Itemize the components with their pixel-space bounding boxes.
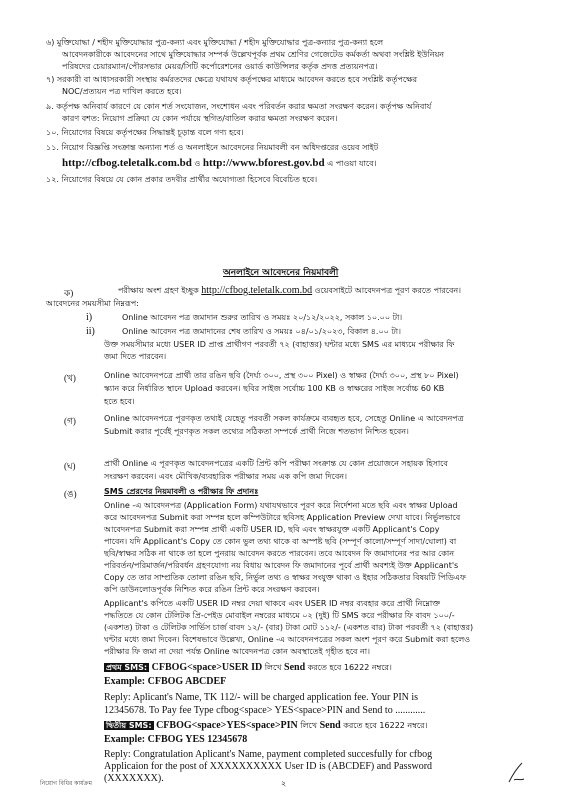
item-10: ১০. নিয়োগের বিষয়ে কর্তৃপক্ষের সিদ্ধান্তই চূড়ান্ত বলে গণ্য হবে। [46, 128, 244, 137]
item-ka-line-1 [118, 285, 461, 297]
first-sms-label: প্রথম SMS: [106, 663, 148, 672]
second-sms-label: দ্বিতীয় SMS: [106, 721, 152, 730]
item-gha-line-1: প্রার্থী Online এ পূরণকৃত আবেদনপত্রের একটি প্রিন্ট কপি পরীক্ষা সংক্রান্ত যে কোন প্রয়োজনে সহায়ক হিসাবে [104, 459, 448, 468]
para-1-line-4: পাবেন। যদি Applicant's Copy তে কোন ভুল তথ্য থাকে বা অস্পষ্ট ছবি (সম্পূর্ণ কালো/সম্পূর্ণ সাদা/ঘোলা) বা [104, 537, 457, 546]
item-kha-marker: (খ) [64, 373, 76, 383]
para-1-line-3: আবেদনপত্র Submit করা সম্পন্ন প্রার্থী একটি USER ID, ছবি এবং স্বাক্ষরযুক্ত একটি Applicant's Copy [104, 525, 440, 534]
sub-ii-line-2: উক্ত সময়সীমার মধ্যে USER ID প্রাপ্ত প্রার্থীগণ পরবর্তী ৭২ (বাহাত্তর) ঘন্টার মধ্যে SMS এর মাধ্যমে পরীক্ষার ফি [104, 340, 455, 349]
item-7-line-1: ৭) সরকারী বা আধাসরকারী সংস্থায় কর্মরতদের ক্ষেত্রে যথাযথ কর্তৃপক্ষের মাধ্যমে আবেদন করতে হবে সংশ্লিষ্ট কর্তৃপক্ষের [46, 75, 418, 84]
second-reply-line-3: (XXXXXXX). [104, 773, 164, 784]
sms-rules-title: SMS প্রেরণের নিয়মাবলী ও পরীক্ষার ফি প্রদানঃ [104, 487, 259, 496]
second-sms-write: লিখে [300, 721, 318, 730]
page-number: ২ [281, 779, 287, 788]
sub-ii-text: Online আবেদন পত্র জমাদানের শেষ তারিখ ও সময়ঃ ০৪/০১/২০২৩, বিকাল ৪.০০ টা। [122, 327, 401, 336]
bforest-link[interactable]: http://www.bforest.gov.bd [202, 157, 325, 169]
item-kha-line-3: হতে হবে। [104, 397, 135, 406]
para-2-line-3: (একশত) টাকা ও টেলিটক সার্ভিস চার্জ বাবদ ১২/- (বার) টাকা মোট ১১২/- (একশত বার) টাকা পরবর্তী ৭২ (বাহাত্তর) [104, 623, 474, 632]
item-gha-marker: (ঘ) [64, 461, 76, 471]
first-sms-send: Send [284, 662, 306, 673]
second-sms-destination: করতে হবে 16222 নম্বরে। [343, 721, 428, 730]
item-11-line-2 [62, 157, 376, 170]
footer-note: নিয়োগ বিধির কার্যক্রম [40, 780, 92, 787]
first-sms-line [104, 662, 392, 674]
item-kha-line-1: Online আবেদনপত্রে প্রার্থী তার রঙিন ছবি (দৈর্ঘ্য ৩০০, প্রস্থ ৩০০ Pixel) ও স্বাক্ষর (দৈর্ঘ্য ৩০০, প্রস্থ ৮০ Pixel) [104, 371, 459, 380]
sub-ii-marker: ii) [86, 326, 95, 337]
para-1-line-2: করে আবেদনপত্র Submit করা সম্পন্ন হলে কম্পিউটারে ছবিসহ Application Preview দেখা যাবে। নির্ভুলভাবে [104, 513, 461, 522]
item-7-line-2: NOC/প্রত্যয়ন পত্র দাখিল করতে হবে। [62, 87, 182, 96]
para-1-line-8: কপি ডাউনলোডপূর্বক নিশ্চিত করে রঙিন প্রিন্ট করে সংরক্ষণ করবেন। [104, 585, 320, 594]
sub-i-text: Online আবেদন পত্র জমাদান শুরুর তারিখ ও সময়ঃ ২০/১২/২০২২, সকাল ১০.০০ টা। [122, 313, 403, 322]
para-2-line-5: পরীক্ষার ফি জমা না দেয়া পর্যন্ত Online আবেদনপত্র কোন অবস্থাতেই গৃহীত হবে না। [104, 647, 370, 656]
para-2-line-1: Applicant's কপিতে একটি USER ID নম্বর দেয়া থাকবে এবং USER ID নম্বর ব্যবহার করে প্রার্থী নিম্নোক্ত [104, 599, 441, 608]
second-sms-line [104, 720, 427, 732]
item-gha-line-2: সংরক্ষণ করবেন। এবং মৌখিক/ব্যবহারিক পরীক্ষার সময় এক কপি জমা দিবেন। [104, 472, 347, 481]
para-2-line-4: ঘন্টার মধ্যে জমা দিবেন। বিশেষভাবে উল্লেখ্য, Online -এ আবেদনপত্রের সকল অংশ পূরণ করে Submit করা হলেও [104, 635, 471, 644]
first-reply-line-2: 12345678. To Pay fee Type cfbog<space> YES<space>PIN and Send to ............ [104, 705, 426, 716]
first-sms-write: লিখে [264, 663, 282, 672]
item-kha-line-2: স্ক্যান করে নির্ধারিত স্থানে Upload করবেন। ছবির সাইজ সর্বোচ্চ 100 KB ও স্বাক্ষরের সাইজ সর্বোচ্চ 60 KB [104, 384, 445, 393]
apply-link[interactable]: http://cfbog.teletalk.com.bd [201, 285, 313, 296]
item-9-line-1: ৯. কর্তৃপক্ষ অনিবার্য কারণে যে কোন শর্ত সংযোজন, সংশোধন এবং পরিবর্তন করার ক্ষমতা সংরক্ষণ করেন। কর্তৃপক্ষ অনিবার্য [46, 102, 432, 111]
first-reply-line-1: Reply: Aplicant's Name, TK 112/- will be charged application fee. Your PIN is [104, 692, 419, 703]
sub-ii-line-3: জমা দিতে পারবেন। [104, 352, 167, 361]
item-ka-text-b: ওয়েবসাইটে আবেদনপত্র পূরণ করতে পারবেন। [314, 286, 462, 295]
teletalk-link[interactable]: http://cfbog.teletalk.com.bd [62, 157, 192, 169]
item-6-line-3: পরিষদের চেয়ারম্যান/পৌরসভার মেয়র/সিটি কর্পোরেশনের ওয়ার্ড কাউন্সিলর কর্তৃক প্রদত্ত প্রত্যয়নপত্র। [62, 62, 378, 71]
first-sms-code: CFBOG<space>USER ID [151, 662, 263, 673]
para-1-line-1: Online -এ আবেদনপত্র (Application Form) যথাযথভাবে পূরণ করে নির্দেশনা মতে ছবি এবং স্বাক্ষর Upload [104, 501, 458, 510]
para-1-line-6: পরিবর্তন/পরিমার্জন/পরিবর্ধন গ্রহণযোগ্য নয় বিধায় আবেদন ফি জমাদানের পূর্বে প্রার্থী অবশ্যই উক্ত Applicant's [104, 561, 459, 570]
item-11-tail: এ পাওয়া যাবে। [327, 159, 377, 168]
item-ka-text-a: পরীক্ষায় অংশ গ্রহণ ইচ্ছুক [118, 286, 199, 295]
second-sms-example: Example: CFBOG YES 12345678 [104, 734, 248, 745]
item-9-line-2: কারণ বশত: নিয়োগ প্রক্রিয়া যে কোন পর্যায়ে স্থগিত/বাতিল করার ক্ষমতা সংরক্ষণ করেন। [62, 114, 338, 123]
conjunction-text: ও [194, 159, 201, 168]
item-ga-line-1: Online আবেদনপত্রে পূরণকৃত তথ্যই যেহেতু পরবর্তী সকল কার্যক্রমে ব্যবহৃত হবে, সেহেতু Online এ আবেদনপত্র [104, 414, 464, 423]
item-6-line-2: আবেদনকারীকে আবেদনের সাথে মুক্তিযোদ্ধার সম্পর্ক উল্লেখপূর্বক প্রথম শ্রেণির গেজেটেড কর্মকর্তা অথবা সংশ্লিষ্ট ইউনিয়ন [62, 50, 445, 59]
second-reply-line-1: Reply: Congratulation Aplicant's Name, payment completed succesfully for cfbog [104, 749, 433, 760]
item-11-line-1: ১১. নিয়োগ বিজ্ঞপ্তি সংক্রান্ত অন্যান্য শর্ত ও অনলাইনে আবেদনের নিয়মাবলী বন অধিদপ্তরের ওয়েব সাইট [46, 143, 379, 152]
first-sms-destination: করতে হবে 16222 নম্বরে। [307, 663, 392, 672]
para-2-line-2: পদ্ধতিতে যে কোন টেলিটক প্রি-পেইড মোবাইল নম্বরের মাধ্যমে ০২ (দুই) টি SMS করে পরীক্ষার ফি বাবদ ১০০/- [104, 611, 455, 620]
item-12: ১২. নিয়োগের বিষয়ে যে কোন প্রকার তদবীর প্রার্থীর অযোগ্যতা হিসেবে বিবেচিত হবে। [46, 175, 318, 184]
item-6-line-1: ৬) মুক্তিযোদ্ধা / শহীদ মুক্তিযোদ্ধার পুত্র-কন্যা এবং মুক্তিযোদ্ধা / শহীদ মুক্তিযোদ্ধার পুত্র-কন্যার পুত্র-কন্যা হলে [46, 38, 384, 47]
para-1-line-5: ছবি/স্বাক্ষর সঠিক না থাকে তা হলে পুনরায় আবেদন করতে পারবেন। তবে আবেদন ফি জমাদানের পর আর কোন [104, 549, 454, 558]
para-1-line-7: Copy তে তার সাম্প্রতিক তোলা রঙিন ছবি, নির্ভুল তথ্য ও স্বাক্ষর সংযুক্ত থাকা ও ইহার সঠিকতার বিষয়টি পিডিএফ [104, 573, 466, 582]
sub-i-marker: i) [86, 312, 93, 323]
second-sms-code: CFBOG<space>YES<space>PIN [156, 720, 298, 731]
item-ka-marker: ক) [64, 288, 74, 298]
item-ga-line-2: Submit করার পূর্বেই পূরণকৃত সকল তথ্যের সঠিকতা সম্পর্কে প্রার্থী নিজে শতভাগ নিশ্চিত হবেন। [104, 427, 409, 436]
second-reply-line-2: Applicaion for the post of XXXXXXXXXX User ID is (ABCDEF) and Password [104, 761, 433, 772]
first-sms-example: Example: CFBOG ABCDEF [104, 676, 227, 687]
second-sms-send: Send [319, 720, 341, 731]
item-umo-marker: (ঙ) [64, 489, 77, 499]
online-rules-heading: অনলাইনে আবেদনের নিয়মাবলী [223, 268, 339, 278]
item-ga-marker: (গ) [64, 416, 76, 426]
item-ka-line-2: আবেদনের সময়সীমা নিম্নরূপ: [46, 299, 139, 308]
signature-mark [505, 760, 527, 786]
